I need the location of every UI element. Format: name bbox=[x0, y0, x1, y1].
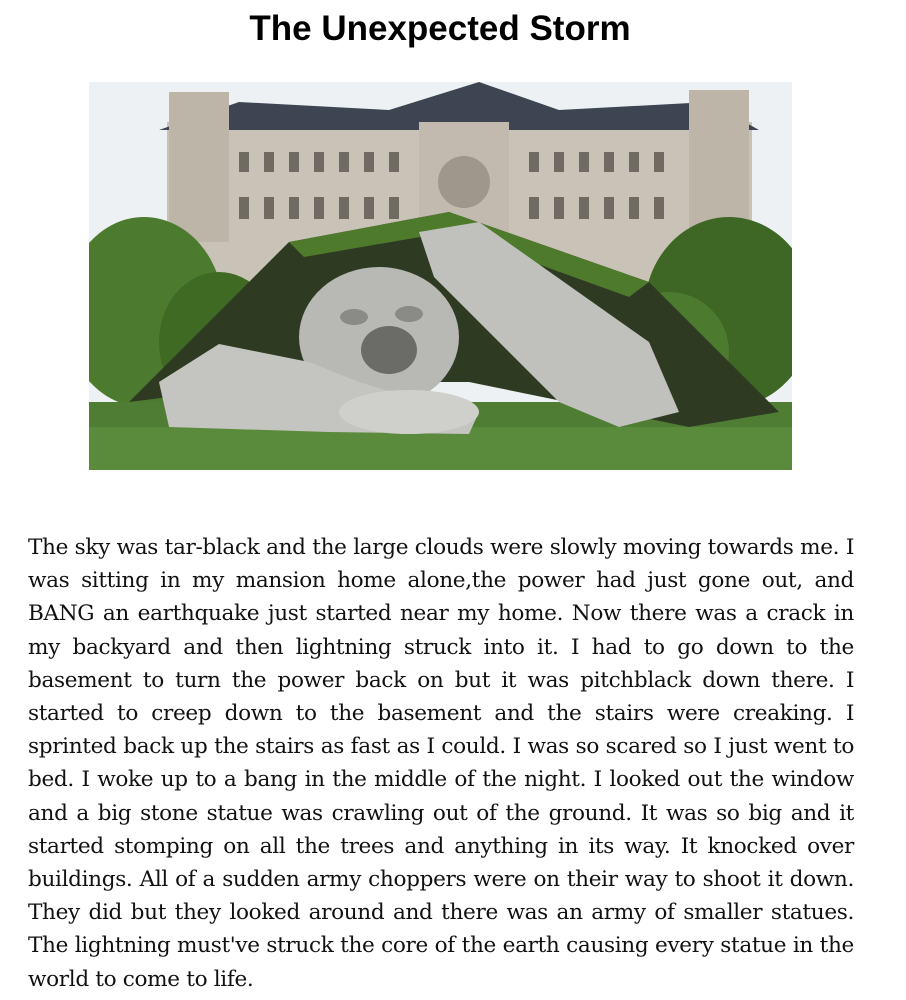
story-text: The sky was tar-black and the large clouds were slowly moving towards me. I was sitting in my mansion home alone,the power had just gone out, and BANG an earthquake just started near my home. Now there was a crack in my backyard and then lightning struck into it. I had to go down to the basement to turn the power back on but it was pitchblack down there. I started to creep down to the basement and the stairs were creaking. I sprinted back up the stairs as fast as I could. I was so scared so I just went to bed. I woke up to a bang in the middle of the night. I looked out the window and a big stone statue was crawling out of the ground. It was so big and it started stomping on all the trees and anything in its way. It knocked over buildings. All of a sudden army choppers were on their way to shoot it down. They did but they looked around and there was an army of smaller statues. The lightning must've struck the core of the earth causing every statue in the world to come to life. bbox=[28, 535, 854, 992]
statue-photo bbox=[89, 82, 792, 470]
page-title: The Unexpected Storm bbox=[249, 9, 631, 48]
